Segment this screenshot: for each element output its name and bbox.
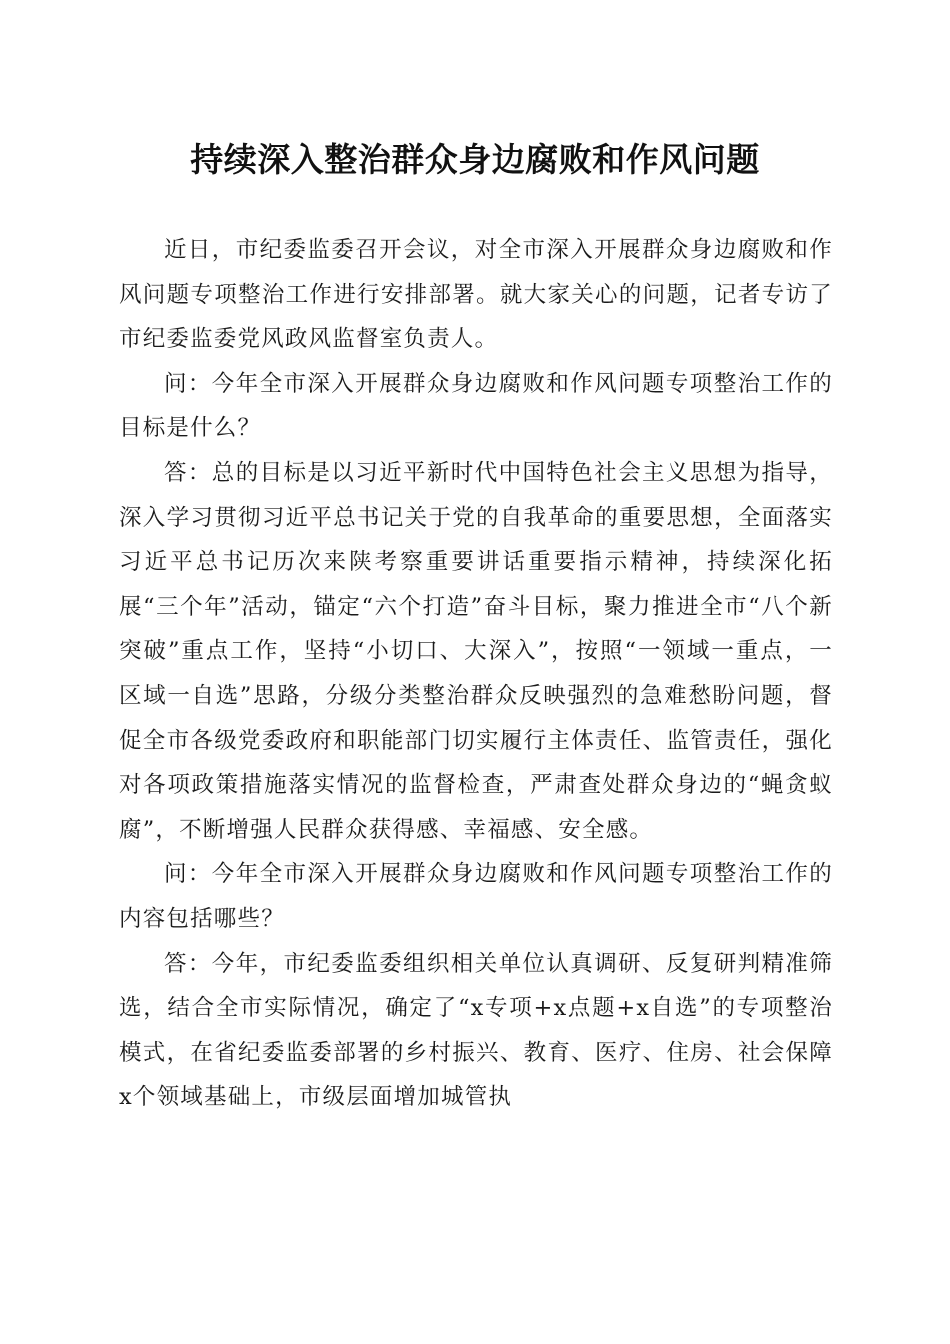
paragraph-answer-2: 答：今年，市纪委监委组织相关单位认真调研、反复研判精准筛选，结合全市实际情况，确定了“x专项+x点题+x自选”的专项整治模式，在省纪委监委部署的乡村振兴、教育、医疗、住房、社会保障x个领域基础上，市级层面增加城管执	[119, 950, 833, 1111]
paragraph-question-1: 问：今年全市深入开展群众身边腐败和作风问题专项整治工作的目标是什么？	[119, 370, 833, 442]
paragraph-question-2: 问：今年全市深入开展群众身边腐败和作风问题专项整治工作的内容包括哪些？	[119, 861, 833, 932]
document-body	[119, 228, 833, 1120]
paragraph-answer-1: 答：总的目标是以习近平新时代中国特色社会主义思想为指导，深入学习贯彻习近平总书记关于党的自我革命的重要思想，全面落实习近平总书记历次来陕考察重要讲话重要指示精神，持续深化拓展“三个年”活动，锚定“六个打造”奋斗目标，聚力推进全市“八个新突破”重点工作，坚持“小切口、大深入”，按照“一领域一重点，一区域一自选”思路，分级分类整治群众反映强烈的急难愁盼问题，督促全市各级党委政府和职能部门切实履行主体责任、监管责任，强化对各项政策措施落实情况的监督检查，严肃查处群众身边的“蝇贪蚁腐”，不断增强人民群众获得感、幸福感、安全感。	[119, 459, 833, 843]
document-title: 持续深入整治群众身边腐败和作风问题	[190, 140, 760, 179]
paragraph-intro: 近日，市纪委监委召开会议，对全市深入开展群众身边腐败和作风问题专项整治工作进行安排部署。就大家关心的问题，记者专访了市纪委监委党风政风监督室负责人。	[119, 237, 833, 353]
